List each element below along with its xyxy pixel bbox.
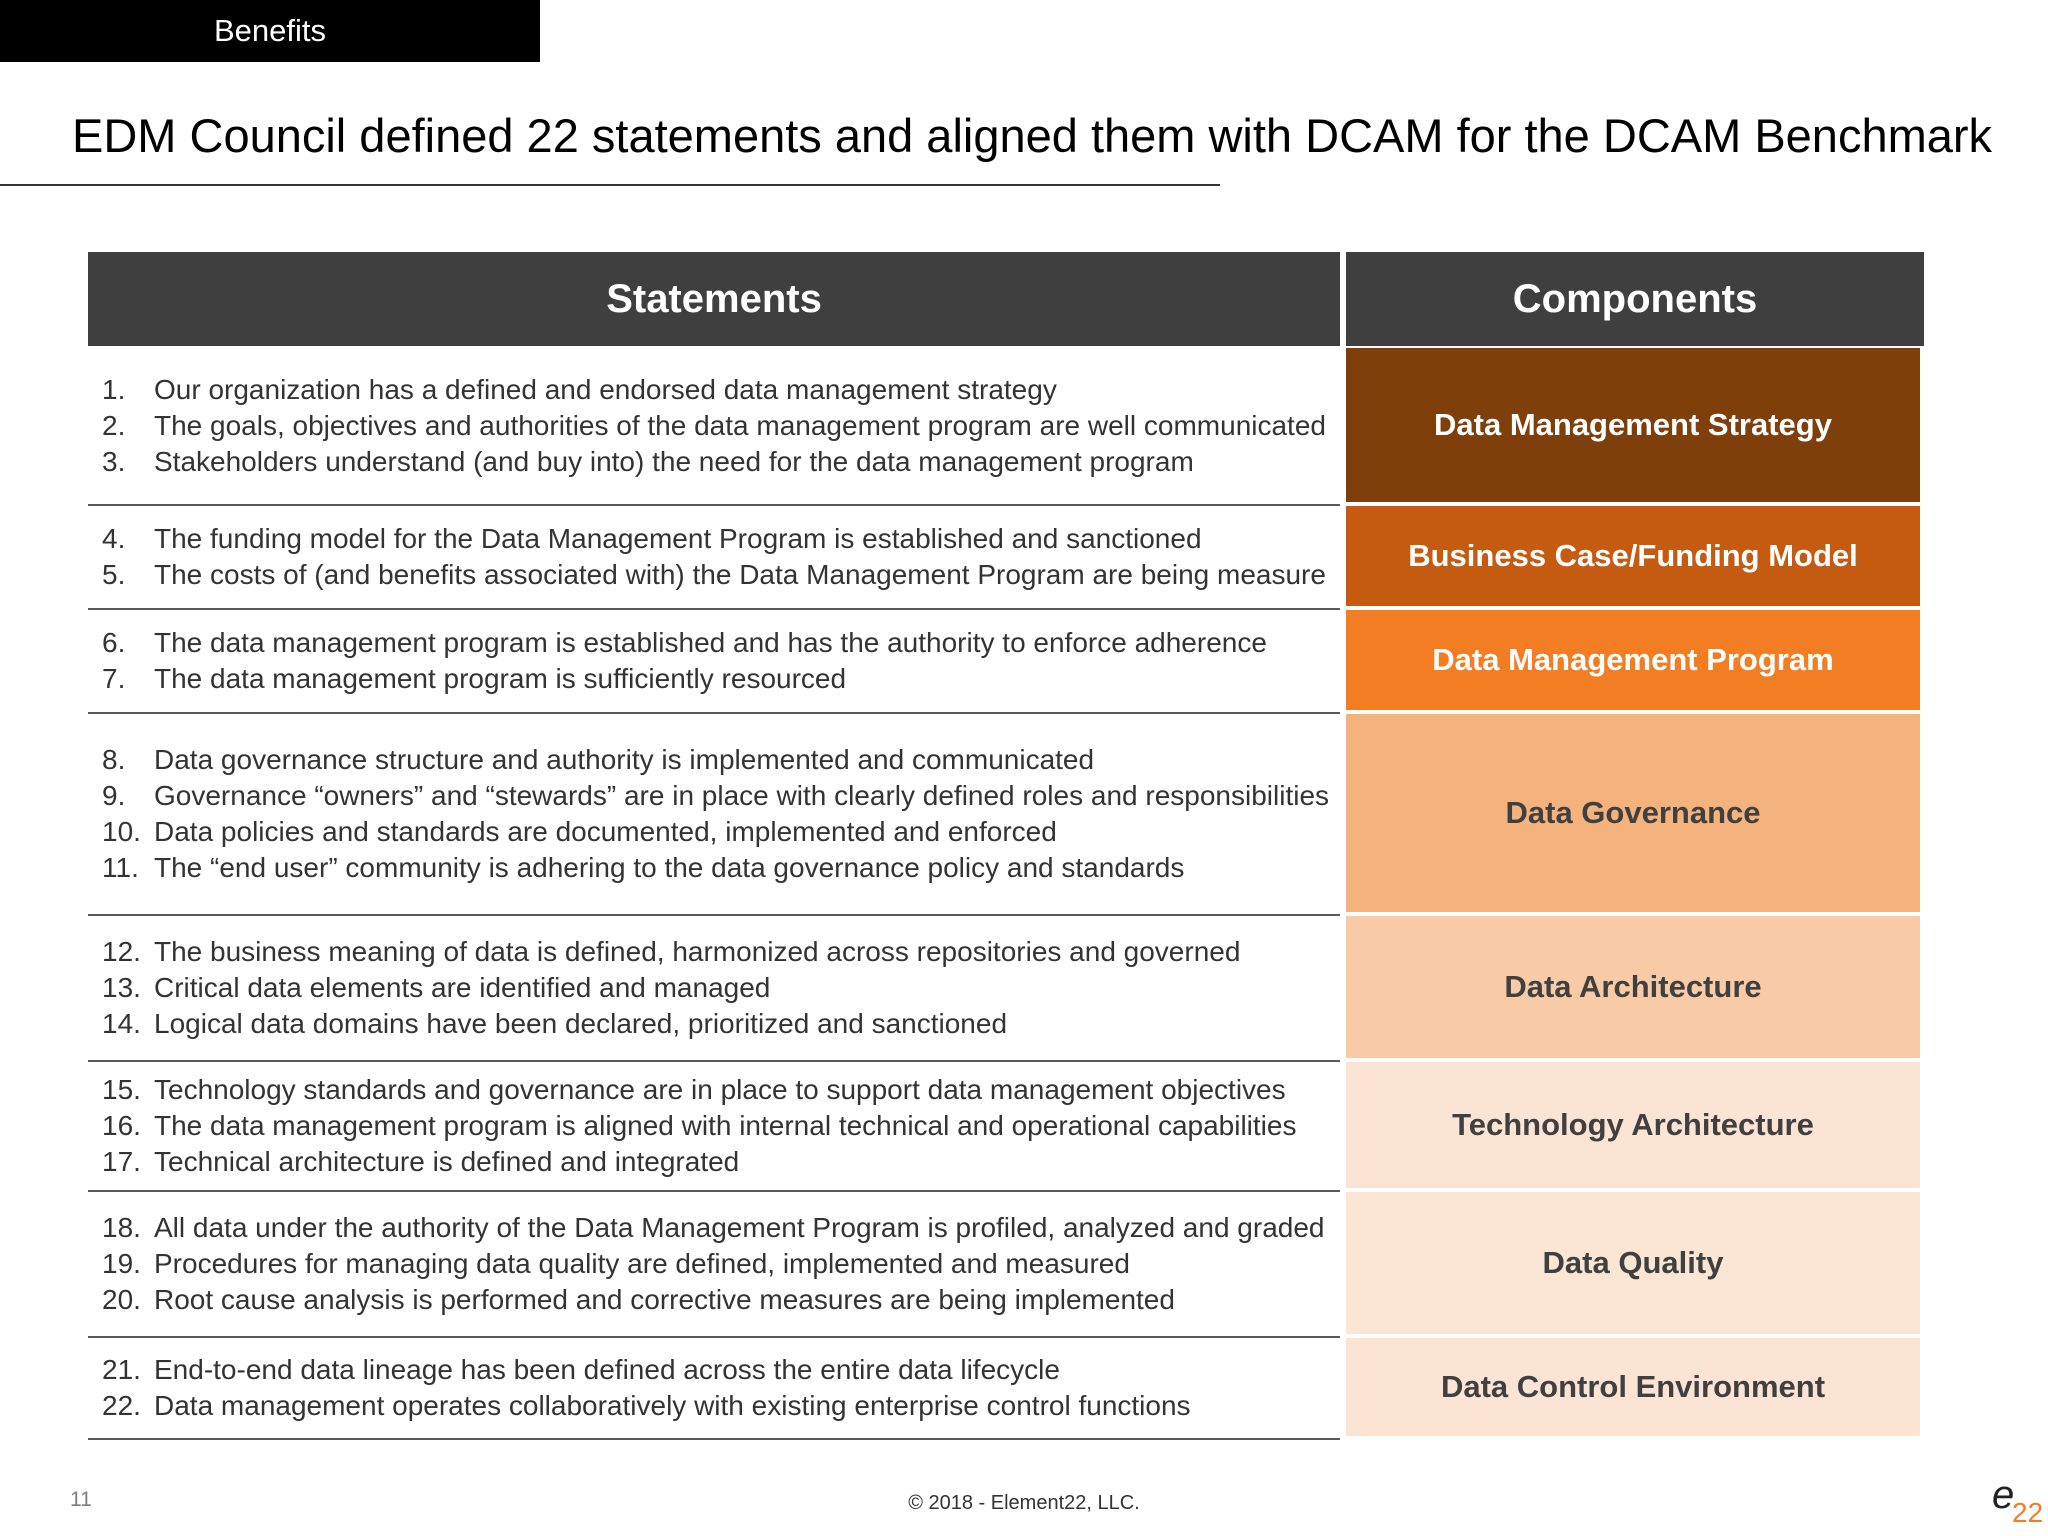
statement-item xyxy=(88,778,1340,814)
statement-number: 3. xyxy=(102,446,126,477)
statement-item xyxy=(88,444,1340,480)
component-cell: Data Management Strategy xyxy=(1346,348,1920,502)
statement-number: 19. xyxy=(102,1248,141,1279)
statement-number: 18. xyxy=(102,1212,141,1243)
statement-item xyxy=(88,1006,1340,1042)
statement-number: 12. xyxy=(102,936,141,967)
statement-text: Data governance structure and authority is implemented and communicated xyxy=(154,744,1095,775)
statement-item xyxy=(88,742,1340,778)
statement-number: 11. xyxy=(102,852,139,883)
statement-text: Data management operates collaboratively with existing enterprise control functions xyxy=(154,1390,1191,1421)
statement-text: The funding model for the Data Management Program is established and sanctioned xyxy=(154,523,1202,554)
statement-item xyxy=(88,1210,1340,1246)
statement-group xyxy=(88,348,1340,506)
component-cell: Data Governance xyxy=(1346,714,1920,912)
page-number: 11 xyxy=(70,1488,92,1511)
statement-item xyxy=(88,661,1340,697)
statement-group xyxy=(88,506,1340,610)
statement-group xyxy=(88,714,1340,916)
statement-text: End-to-end data lineage has been defined across the entire data lifecycle xyxy=(154,1354,1060,1385)
statement-item xyxy=(88,372,1340,408)
statement-number: 5. xyxy=(102,559,126,590)
statement-text: The “end user” community is adhering to the data governance policy and standards xyxy=(154,852,1185,883)
component-cell: Business Case/Funding Model xyxy=(1346,506,1920,606)
statement-text: The goals, objectives and authorities of the data management program are well communicated xyxy=(154,410,1326,441)
statement-number: 13. xyxy=(102,972,141,1003)
statement-group xyxy=(88,610,1340,714)
statement-group xyxy=(88,1338,1340,1440)
statement-text: All data under the authority of the Data Management Program is profiled, analyzed and graded xyxy=(154,1212,1325,1243)
statement-number: 1. xyxy=(102,374,126,405)
statement-text: Critical data elements are identified and managed xyxy=(154,972,771,1003)
statement-item xyxy=(88,1144,1340,1180)
component-cell: Data Quality xyxy=(1346,1192,1920,1334)
statements-header: Statements xyxy=(88,252,1340,346)
logo-letter: e xyxy=(1992,1476,2015,1517)
component-cell: Data Control Environment xyxy=(1346,1338,1920,1436)
statement-text: The data management program is established and has the authority to enforce adherence xyxy=(154,627,1267,658)
statement-item xyxy=(88,934,1340,970)
statement-item xyxy=(88,1352,1340,1388)
logo-number: 22 xyxy=(2012,1497,2044,1524)
statement-text: Our organization has a defined and endorsed data management strategy xyxy=(154,374,1057,405)
statement-text: The costs of (and benefits associated with) the Data Management Program are being measure xyxy=(154,559,1326,590)
statement-item xyxy=(88,1282,1340,1318)
statement-number: 17. xyxy=(102,1146,141,1177)
statement-text: Procedures for managing data quality are defined, implemented and measured xyxy=(154,1248,1130,1279)
statement-text: The data management program is aligned with internal technical and operational capabilities xyxy=(154,1110,1297,1141)
statement-text: Governance “owners” and “stewards” are in place with clearly defined roles and responsibilities xyxy=(154,780,1330,811)
statement-number: 2. xyxy=(102,410,126,441)
statement-number: 20. xyxy=(102,1284,141,1315)
statement-number: 4. xyxy=(102,523,126,554)
statement-item xyxy=(88,557,1340,593)
statement-number: 15. xyxy=(102,1074,141,1105)
title-divider xyxy=(0,184,1220,186)
statement-number: 9. xyxy=(102,780,126,811)
statement-item xyxy=(88,521,1340,557)
page-title: EDM Council defined 22 statements and aligned them with DCAM for the DCAM Benchmark xyxy=(72,109,1993,162)
statement-item xyxy=(88,814,1340,850)
statement-text: Root cause analysis is performed and corrective measures are being implemented xyxy=(154,1284,1175,1315)
statement-number: 6. xyxy=(102,627,126,658)
statement-item xyxy=(88,850,1340,886)
statement-number: 22. xyxy=(102,1390,141,1421)
statement-group xyxy=(88,916,1340,1062)
statement-number: 10. xyxy=(102,816,141,847)
statement-item xyxy=(88,625,1340,661)
statement-text: Stakeholders understand (and buy into) the need for the data management program xyxy=(154,446,1194,477)
statement-number: 16. xyxy=(102,1110,141,1141)
statement-item xyxy=(88,408,1340,444)
element22-logo xyxy=(1992,1476,2044,1524)
statement-item xyxy=(88,970,1340,1006)
statement-number: 7. xyxy=(102,663,126,694)
statement-group xyxy=(88,1192,1340,1338)
statement-number: 14. xyxy=(102,1008,141,1039)
component-cell: Data Management Program xyxy=(1346,610,1920,710)
statement-text: Technical architecture is defined and integrated xyxy=(154,1146,740,1177)
statement-text: Data policies and standards are documented, implemented and enforced xyxy=(154,816,1057,847)
statement-item xyxy=(88,1246,1340,1282)
components-header: Components xyxy=(1346,252,1924,346)
statement-text: The business meaning of data is defined, harmonized across repositories and governed xyxy=(154,936,1241,967)
statement-text: Logical data domains have been declared, prioritized and sanctioned xyxy=(154,1008,1008,1039)
statement-item xyxy=(88,1388,1340,1424)
section-tab: Benefits xyxy=(0,0,540,62)
statement-item xyxy=(88,1072,1340,1108)
copyright-notice: © 2018 - Element22, LLC. xyxy=(908,1492,1140,1514)
statement-number: 8. xyxy=(102,744,126,775)
component-cell: Technology Architecture xyxy=(1346,1062,1920,1188)
statement-item xyxy=(88,1108,1340,1144)
statement-group xyxy=(88,1062,1340,1192)
statement-text: Technology standards and governance are in place to support data management objectives xyxy=(154,1074,1286,1105)
statement-text: The data management program is sufficiently resourced xyxy=(154,663,847,694)
statement-number: 21. xyxy=(102,1354,141,1385)
component-cell: Data Architecture xyxy=(1346,916,1920,1058)
